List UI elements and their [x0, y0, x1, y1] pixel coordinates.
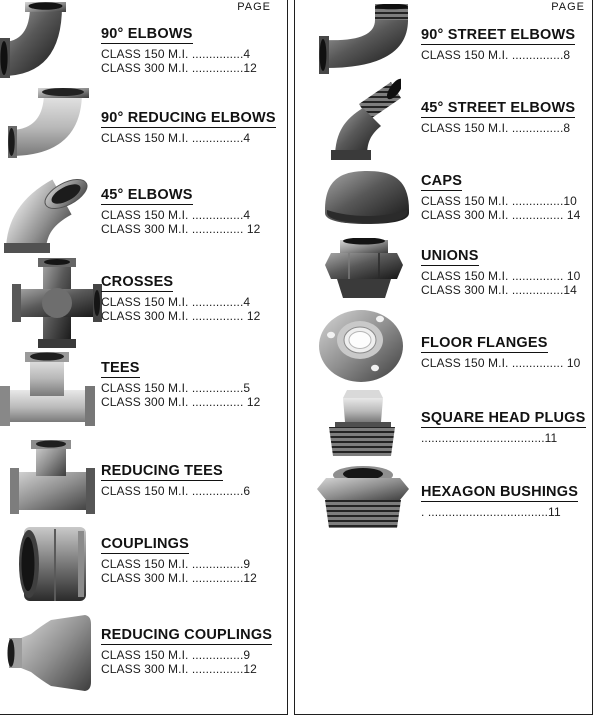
page-ref-line: CLASS 150 M.I. ...............9: [101, 648, 251, 662]
45-elbows-image: [0, 165, 95, 253]
entry-90-elbows: [101, 26, 257, 75]
left-column: [0, 0, 288, 715]
page-ref-line: CLASS 150 M.I. ............... 10: [421, 356, 581, 370]
page-ref-line: CLASS 150 M.I. ...............4: [101, 47, 251, 61]
entry-caps: [421, 173, 580, 222]
page-ref-line: CLASS 150 M.I. ...............10: [421, 194, 577, 208]
page-label: PAGE: [551, 1, 585, 13]
entry-title: 90° ELBOWS: [101, 26, 193, 42]
couplings-image: [14, 523, 94, 605]
entry-title: COUPLINGS: [101, 536, 189, 552]
entry-title: REDUCING TEES: [101, 463, 223, 479]
entry-square-head-plugs: [421, 410, 586, 445]
entry-crosses: [101, 274, 260, 323]
entry-title: 45° STREET ELBOWS: [421, 100, 576, 116]
page-ref-line: CLASS 150 M.I. ...............4: [101, 208, 251, 222]
crosses-image: [12, 258, 102, 348]
reducing-couplings-image: [5, 612, 95, 694]
entry-title: 90° STREET ELBOWS: [421, 27, 576, 43]
entry-90-street-elbows: [421, 27, 575, 62]
right-column: [294, 0, 593, 715]
tees-image: [0, 352, 95, 432]
page-ref-line: CLASS 300 M.I. ...............14: [421, 283, 577, 297]
90-street-elbows-image: [319, 4, 414, 74]
entry-title: FLOOR FLANGES: [421, 335, 548, 351]
square-head-plugs-image: [321, 388, 401, 458]
page-ref-line: CLASS 300 M.I. ............... 12: [101, 222, 261, 236]
entry-title: CROSSES: [101, 274, 174, 290]
entry-title: 90° REDUCING ELBOWS: [101, 110, 276, 126]
entry-tees: [101, 360, 260, 409]
entry-title: 45° ELBOWS: [101, 187, 193, 203]
page-label: PAGE: [237, 1, 271, 13]
entry-title: REDUCING COUPLINGS: [101, 627, 273, 643]
entry-reducing-tees: [101, 463, 250, 498]
entry-floor-flanges: [421, 335, 580, 370]
page-ref-line: ....................................11: [421, 431, 558, 445]
entry-title: UNIONS: [421, 248, 479, 264]
unions-image: [325, 238, 403, 300]
page-ref-line: CLASS 150 M.I. ...............8: [421, 121, 571, 135]
page-ref-line: CLASS 150 M.I. ...............4: [101, 295, 251, 309]
page-ref-line: CLASS 300 M.I. ...............12: [101, 571, 257, 585]
page-ref-line: CLASS 150 M.I. ............... 10: [421, 269, 581, 283]
reducing-tees-image: [10, 440, 95, 515]
entry-hexagon-bushings: [421, 484, 578, 519]
floor-flanges-image: [317, 306, 405, 384]
entry-couplings: [101, 536, 257, 585]
entry-title: SQUARE HEAD PLUGS: [421, 410, 586, 426]
page-ref-line: . ...................................11: [421, 505, 561, 519]
page-ref-line: CLASS 150 M.I. ...............9: [101, 557, 251, 571]
entry-title: TEES: [101, 360, 140, 376]
entry-45-street-elbows: [421, 100, 575, 135]
45-street-elbows-image: [321, 78, 401, 160]
entry-title: HEXAGON BUSHINGS: [421, 484, 579, 500]
page-ref-line: CLASS 300 M.I. ............... 12: [101, 395, 261, 409]
entry-45-elbows: [101, 187, 260, 236]
page-ref-line: CLASS 150 M.I. ...............6: [101, 484, 251, 498]
page-ref-line: CLASS 150 M.I. ...............5: [101, 381, 251, 395]
90-reducing-elbows-image: [8, 88, 93, 158]
90-elbows-image: [0, 2, 66, 78]
hexagon-bushings-image: [317, 462, 409, 530]
page-ref-line: CLASS 150 M.I. ...............8: [421, 48, 571, 62]
page-ref-line: CLASS 300 M.I. ............... 14: [421, 208, 581, 222]
page-ref-line: CLASS 300 M.I. ............... 12: [101, 309, 261, 323]
entry-90-reducing-elbows: [101, 110, 276, 145]
caps-image: [321, 168, 413, 226]
entry-reducing-couplings: [101, 627, 272, 676]
entry-title: CAPS: [421, 173, 463, 189]
entry-unions: [421, 248, 580, 297]
page-ref-line: CLASS 300 M.I. ...............12: [101, 61, 257, 75]
page-ref-line: CLASS 300 M.I. ...............12: [101, 662, 257, 676]
page-ref-line: CLASS 150 M.I. ...............4: [101, 131, 251, 145]
